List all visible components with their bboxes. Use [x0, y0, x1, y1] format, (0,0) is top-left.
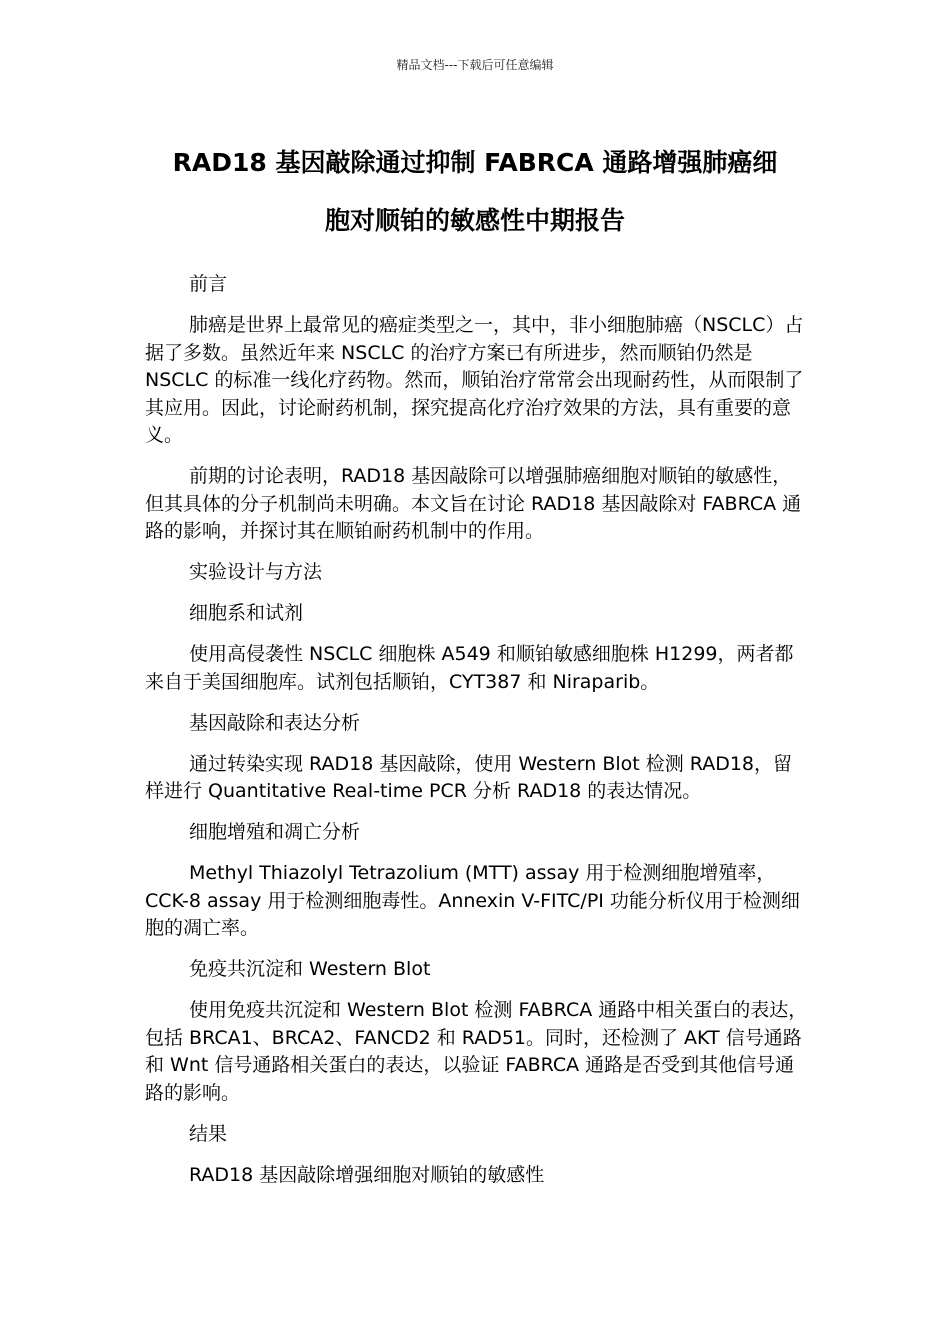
paragraph-knockout: 通过转染实现 RAD18 基因敲除，使用 Western Blot 检测 RAD18，留样进行 Quantitative Real-time PCR 分析 RAD18 的表达情况。	[145, 752, 793, 802]
document-body	[145, 271, 810, 1203]
heading-methods: 实验设计与方法	[189, 561, 323, 583]
heading-immunoprecipitation: 免疫共沉淀和 Western Blot	[189, 958, 431, 980]
title-line-2: 胞对顺铂的敏感性中期报告	[324, 206, 625, 235]
paragraph-immunoprecipitation: 使用免疫共沉淀和 Western Blot 检测 FABRCA 通路中相关蛋白的表达，包括 BRCA1、BRCA2、FANCD2 和 RAD51。同时，还检测了 AKT 信号通路和 Wnt 信号通路相关蛋白的表达，以验证 FABRCA 通路是否受到其他信号通路的影响。	[145, 999, 808, 1104]
document-title	[140, 134, 810, 250]
title-line-1: RAD18 基因敲除通过抑制 FABRCA 通路增强肺癌细	[172, 148, 778, 177]
heading-results-sub1: RAD18 基因敲除增强细胞对顺铂的敏感性	[189, 1163, 545, 1186]
heading-knockout: 基因敲除和表达分析	[189, 711, 361, 734]
header-note: 精品文档---下载后可任意编辑	[396, 58, 554, 72]
heading-preface: 前言	[189, 273, 228, 295]
heading-cells: 细胞系和试剂	[189, 602, 304, 624]
heading-results: 结果	[189, 1122, 228, 1145]
paragraph-cells: 使用高侵袭性 NSCLC 细胞株 A549 和顺铂敏感细胞株 H1299，两者都来自于美国细胞库。试剂包括顺铂，CYT387 和 Niraparib。	[145, 643, 794, 693]
paragraph-preface-1: 肺癌是世界上最常见的癌症类型之一，其中，非小细胞肺癌（NSCLC）占据了多数。虽然近年来 NSCLC 的治疗方案已有所进步，然而顺铂仍然是 NSCLC 的标准一线化疗药物。然而，顺铂治疗常常会出现耐药性，从而限制了其应用。因此，讨论耐药机制，探究提高化疗治疗效果的方法，具有重要的意义。	[145, 314, 804, 446]
paragraph-proliferation: Methyl Thiazolyl Tetrazolium (MTT) assay 用于检测细胞增殖率，CCK-8 assay 用于检测细胞毒性。Annexin V-FITC/PI 功能分析仪用于检测细胞的凋亡率。	[145, 862, 800, 939]
paragraph-preface-2: 前期的讨论表明，RAD18 基因敲除可以增强肺癌细胞对顺铂的敏感性，但其具体的分子机制尚未明确。本文旨在讨论 RAD18 基因敲除对 FABRCA 通路的影响，并探讨其在顺铂耐药机制中的作用。	[145, 465, 802, 542]
heading-proliferation: 细胞增殖和凋亡分析	[189, 821, 361, 843]
